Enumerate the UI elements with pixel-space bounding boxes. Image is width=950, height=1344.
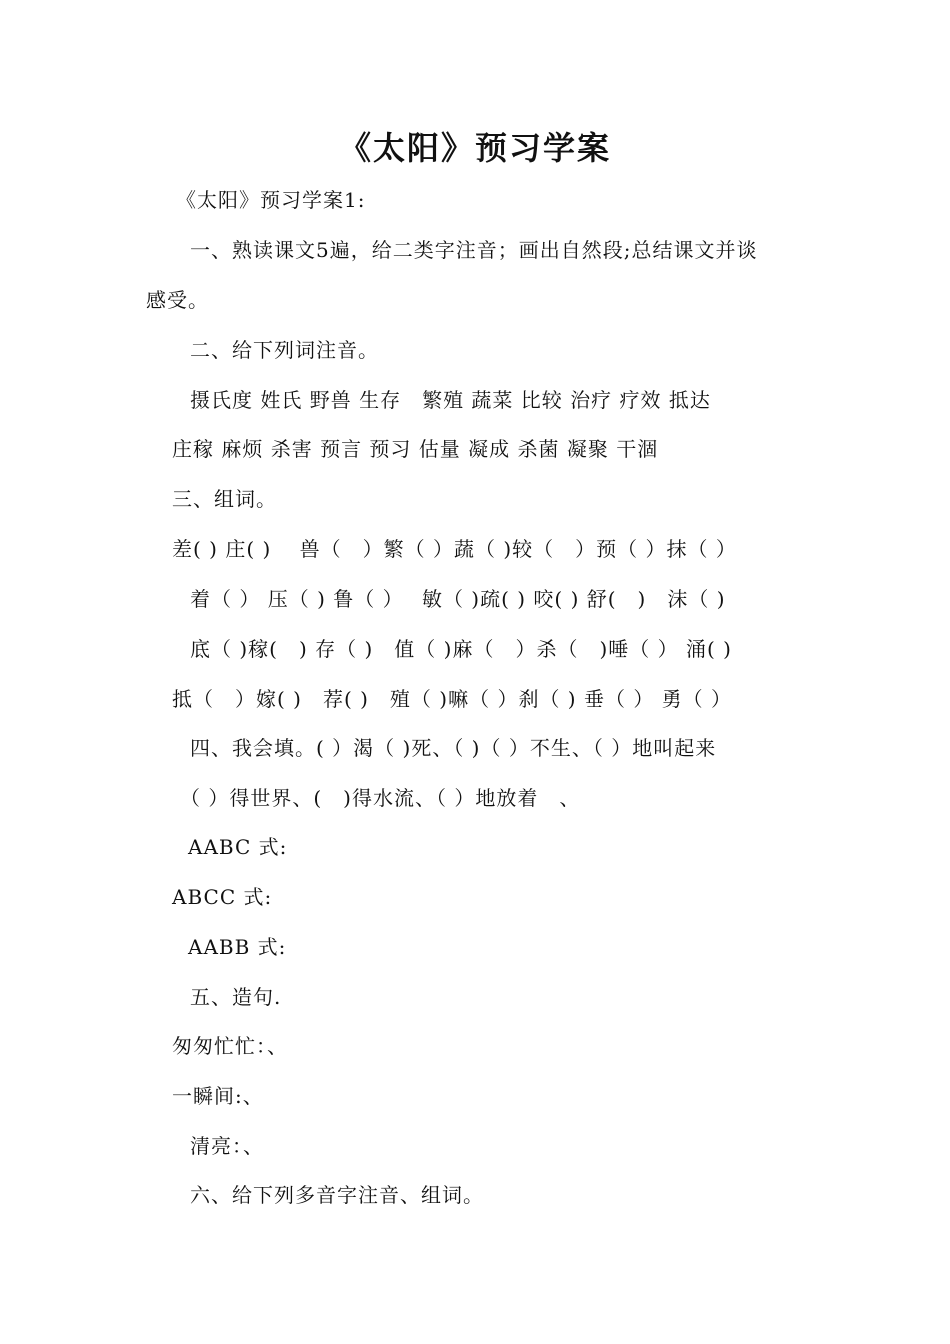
word-group-line-3: 底（ )稼( ) 存（ ) 值（ )麻（ ）杀（ )唾（ ） 涌( ) xyxy=(190,637,732,661)
section-four-continued: （ ）得世界、( )得水流、（ ）地放着 、 xyxy=(180,786,581,810)
vocab-line-2: 庄稼 麻烦 杀害 预言 预习 估量 凝成 杀菌 凝聚 干涸 xyxy=(172,437,659,461)
vocab-line-1: 摄氏度 姓氏 野兽 生存 繁殖 蔬菜 比较 治疗 疗效 抵达 xyxy=(190,388,711,412)
word-group-line-4: 抵（ ）嫁( ) 荐( ) 殖（ )嘛（ ）刹（ ) 垂（ ） 勇（ ） xyxy=(172,687,733,711)
word-group-line-2: 着（ ） 压（ ) 鲁（ ） 敏（ )疏( ) 咬( ) 舒( ) 沫（ ) xyxy=(190,587,726,611)
section-five-heading: 五、造句. xyxy=(190,985,282,1009)
subtitle-line: 《太阳》预习学案1: xyxy=(176,188,366,212)
sentence-item-3: 清亮：、 xyxy=(190,1134,264,1158)
section-four-line: 四、我会填。( ）渴（ )死、（ )（ ）不生、（ ）地叫起来 xyxy=(190,736,717,760)
document-title: 《太阳》预习学案 xyxy=(338,129,611,167)
section-six-heading: 六、给下列多音字注音、组词。 xyxy=(190,1183,484,1207)
word-group-line-1: 差( ) 庄( ) 兽（ ）繁（ ）蔬（ )较（ ）预（ ）抹（ ） xyxy=(172,537,737,561)
aabc-pattern: AABC 式: xyxy=(188,835,288,859)
sentence-item-2: 一瞬间:、 xyxy=(172,1084,264,1108)
section-two-heading: 二、给下列词注音。 xyxy=(190,338,379,362)
section-one-continued: 感受。 xyxy=(146,288,209,312)
aabb-pattern: AABB 式: xyxy=(188,935,287,959)
abcc-pattern: ABCC 式: xyxy=(172,885,273,909)
sentence-item-1: 匆匆忙忙：、 xyxy=(172,1034,288,1058)
section-one-line: 一、熟读课文5遍，给二类字注音；画出自然段;总结课文并谈 xyxy=(190,238,758,262)
section-three-heading: 三、组词。 xyxy=(172,487,277,511)
